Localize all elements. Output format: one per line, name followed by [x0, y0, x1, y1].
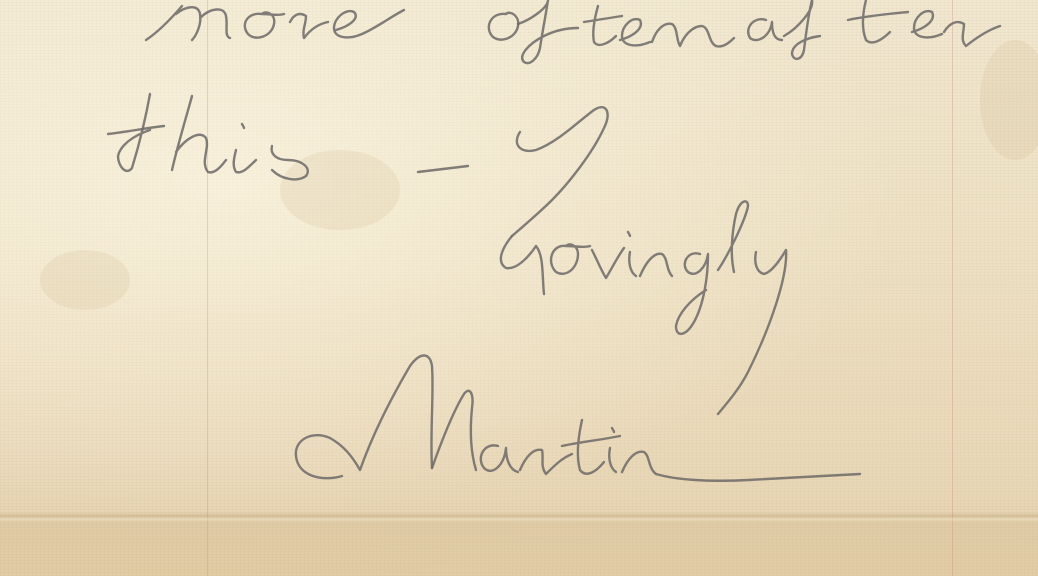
pen-stroke	[242, 124, 244, 128]
pen-stroke	[620, 19, 650, 45]
pen-stroke	[520, 450, 572, 474]
handwriting-closing	[501, 107, 786, 414]
pen-stroke	[481, 445, 518, 472]
pen-stroke	[609, 448, 616, 472]
pen-stroke	[501, 236, 544, 294]
pen-stroke	[418, 166, 468, 172]
pen-stroke	[290, 14, 328, 38]
pen-stroke	[612, 428, 614, 432]
pen-stroke	[146, 6, 230, 40]
handwriting-signature	[296, 356, 860, 481]
pen-stroke	[234, 150, 256, 172]
pen-stroke	[652, 24, 734, 47]
pen-stroke	[912, 11, 942, 37]
pen-stroke	[718, 201, 748, 272]
pen-stroke	[592, 248, 624, 278]
pen-stroke	[108, 126, 164, 134]
pen-stroke	[748, 19, 782, 40]
pen-stroke	[584, 6, 622, 45]
pen-stroke	[629, 252, 636, 276]
pen-stroke	[334, 10, 404, 37]
pen-stroke	[245, 12, 284, 37]
pen-stroke	[296, 356, 433, 479]
pen-stroke	[551, 244, 590, 273]
pen-stroke	[512, 107, 608, 236]
pen-stroke	[628, 232, 630, 236]
handwriting-line-1	[146, 0, 1000, 63]
pen-stroke	[848, 0, 908, 42]
pen-stroke	[272, 146, 308, 179]
pen-stroke	[518, 0, 578, 63]
pen-stroke	[784, 0, 820, 59]
handwriting-line-2	[108, 94, 468, 179]
pen-stroke	[640, 254, 672, 276]
pen-stroke	[432, 391, 476, 470]
pen-stroke	[944, 22, 1000, 46]
pen-stroke	[172, 96, 226, 172]
pen-stroke	[622, 452, 860, 481]
pen-stroke	[676, 253, 708, 334]
pen-stroke	[489, 13, 518, 40]
pen-stroke	[718, 250, 786, 414]
